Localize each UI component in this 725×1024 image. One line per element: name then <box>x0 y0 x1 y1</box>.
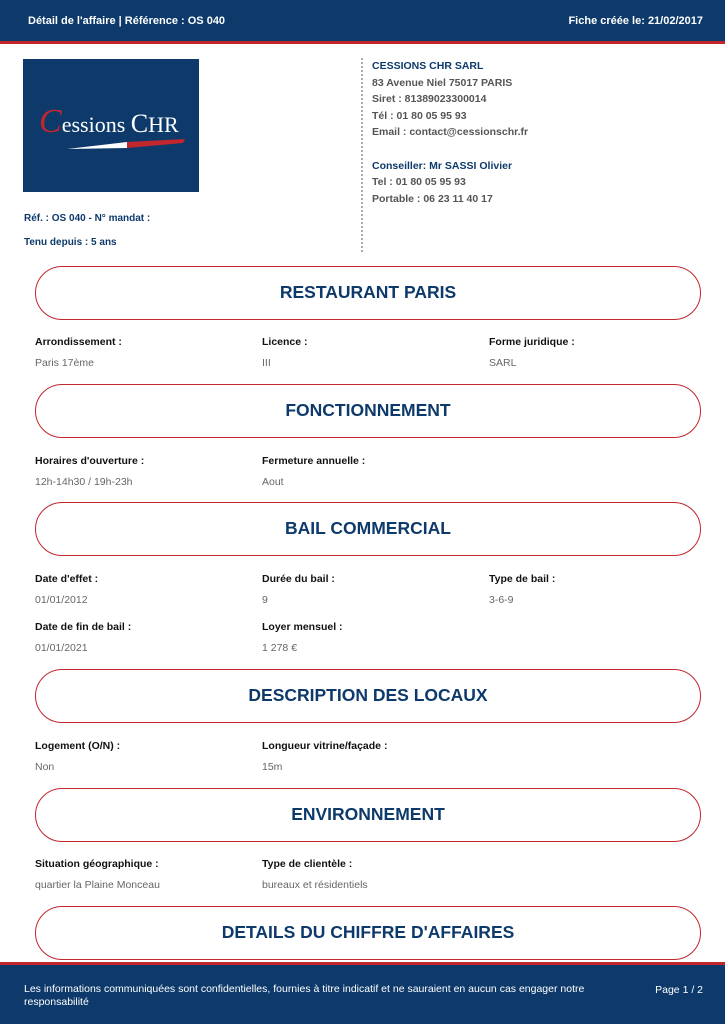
section-environnement-title: ENVIRONNEMENT <box>35 788 701 842</box>
mandate-reference: Réf. : OS 040 - N° mandat : <box>24 213 151 224</box>
field-logement: Logement (O/N) : Non <box>35 740 121 773</box>
held-since: Tenu depuis : 5 ans <box>24 237 117 248</box>
field-horaires: Horaires d'ouverture : 12h-14h30 / 19h-23h <box>35 455 145 488</box>
field-forme-juridique: Forme juridique : SARL <box>489 336 575 369</box>
advisor-phone: Tel : 01 80 05 95 93 <box>372 176 466 188</box>
header-reference: Détail de l'affaire | Référence : OS 040 <box>28 15 226 27</box>
header-creation-date: Fiche créée le: 21/02/2017 <box>568 15 703 27</box>
field-arrondissement: Arrondissement : Paris 17ème <box>35 336 122 369</box>
logo-wordmark: Cessions CHR <box>39 103 179 140</box>
logo-swoosh-icon <box>67 139 187 151</box>
section-fonctionnement-title: FONCTIONNEMENT <box>35 384 701 438</box>
vertical-divider <box>361 58 363 252</box>
advisor-mobile: Portable : 06 23 11 40 17 <box>372 192 493 205</box>
section-chiffre-title: DETAILS DU CHIFFRE D'AFFAIRES <box>35 906 701 960</box>
field-loyer-mensuel: Loyer mensuel : 1 278 € <box>262 621 343 654</box>
confidentiality-note: Les informations communiquées sont confidentielles, fournies à titre indicatif et ne sauraient en aucun cas engager notre responsabilité <box>24 983 585 1008</box>
agency-name: CESSIONS CHR SARL <box>372 60 484 72</box>
field-licence: Licence : III <box>262 336 308 369</box>
field-type-bail: Type de bail : 3-6-9 <box>489 573 556 606</box>
advisor-name: Conseiller: Mr SASSI Olivier <box>372 159 513 172</box>
agency-contact-block <box>372 58 528 207</box>
field-fermeture: Fermeture annuelle : Aout <box>262 455 366 488</box>
agency-siret: Siret : 81389023300014 <box>372 93 487 105</box>
footer-bar <box>0 962 725 1024</box>
page-number: Page 1 / 2 <box>655 984 703 996</box>
section-restaurant-title: RESTAURANT PARIS <box>35 266 701 320</box>
section-bail-title: BAIL COMMERCIAL <box>35 502 701 556</box>
field-clientele: Type de clientèle : bureaux et résidentiels <box>262 858 368 891</box>
field-date-effet: Date d'effet : 01/01/2012 <box>35 573 99 606</box>
field-situation: Situation géographique : quartier la Plaine Monceau <box>35 858 160 891</box>
field-vitrine: Longueur vitrine/façade : 15m <box>262 740 388 773</box>
field-duree-bail: Durée du bail : 9 <box>262 573 335 606</box>
agency-address: 83 Avenue Niel 75017 PARIS <box>372 76 513 89</box>
field-date-fin-bail: Date de fin de bail : 01/01/2021 <box>35 621 132 654</box>
cessions-chr-logo <box>23 59 199 192</box>
agency-phone: Tél : 01 80 05 95 93 <box>372 109 467 122</box>
top-header-bar <box>0 0 725 44</box>
section-locaux-title: DESCRIPTION DES LOCAUX <box>35 669 701 723</box>
agency-email: Email : contact@cessionschr.fr <box>372 126 529 138</box>
